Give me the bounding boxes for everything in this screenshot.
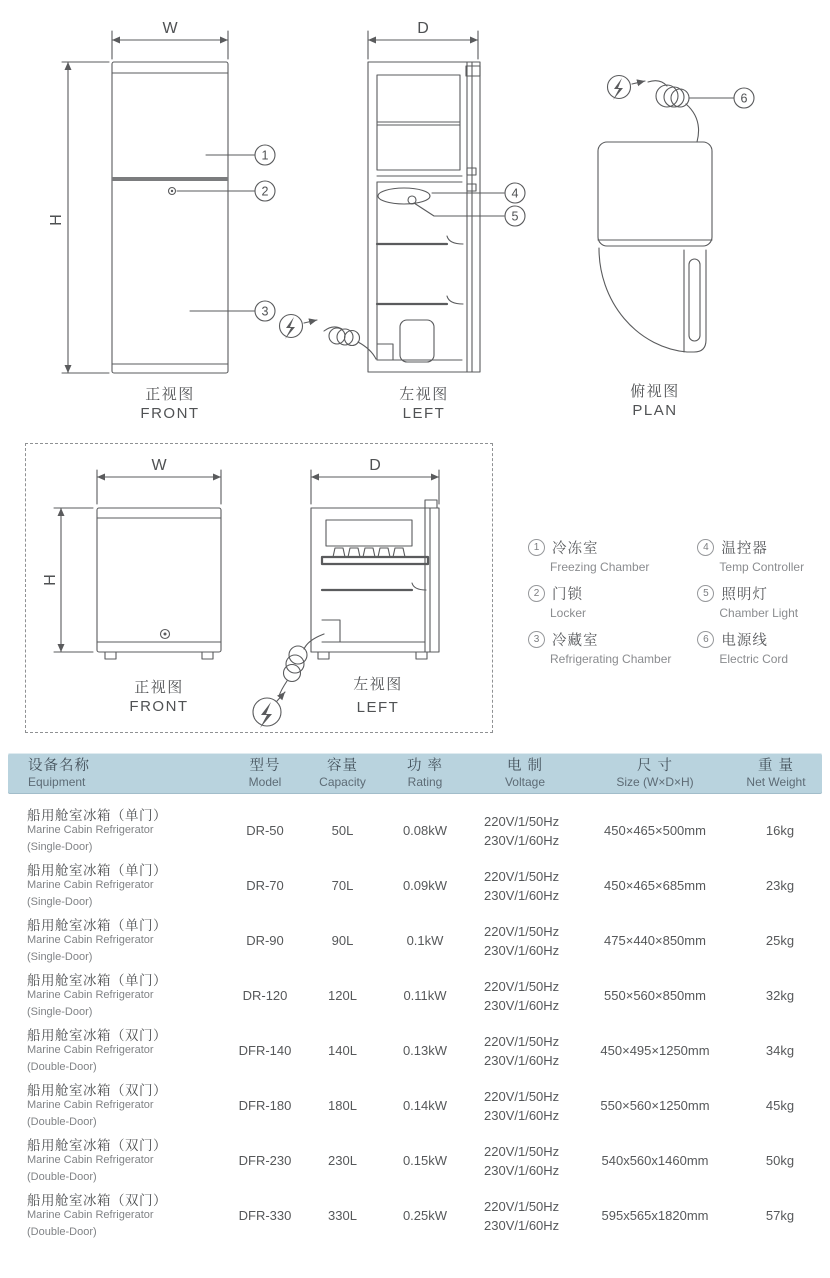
voltage-line-1: 220V/1/50Hz xyxy=(484,868,560,884)
header-capacity-cn: 容量 xyxy=(327,757,358,774)
rating-cell: 0.09kW xyxy=(402,878,448,893)
legend-cn: 温控器 xyxy=(721,541,768,557)
weight-cell: 23kg xyxy=(765,878,795,893)
weight-cell: 57kg xyxy=(765,1208,795,1223)
legend-item-locker xyxy=(528,583,671,620)
capacity-cell: 50L xyxy=(331,823,354,838)
voltage-cell xyxy=(470,1032,580,1070)
legend-cn: 电源线 xyxy=(721,633,768,649)
capacity-cell: 140L xyxy=(328,1043,357,1058)
voltage-line-2: 230V/1/60Hz xyxy=(484,887,560,903)
parts-legend xyxy=(528,537,804,675)
equipment-name-en: Marine Cabin Refrigerator xyxy=(27,824,154,837)
equipment-door-type: (Double-Door) xyxy=(27,1115,97,1128)
cord-exit xyxy=(304,634,324,649)
size-cell: 540x560x1460mm xyxy=(601,1153,709,1168)
legend-item-chamber-light xyxy=(697,583,804,620)
legend-cn: 照明灯 xyxy=(721,587,768,603)
table-row-dfr330 xyxy=(0,1188,830,1243)
legend-column-1 xyxy=(528,537,671,675)
legend-cn: 冷藏室 xyxy=(552,633,599,649)
capacity-cell: 70L xyxy=(331,878,354,893)
legend-en: Refrigerating Chamber xyxy=(550,652,672,666)
header-equipment-en: Equipment xyxy=(28,775,86,790)
voltage-cell xyxy=(470,867,580,905)
voltage-cell xyxy=(470,1197,580,1235)
voltage-line-2: 230V/1/60Hz xyxy=(484,1162,560,1178)
equipment-cell xyxy=(0,808,225,854)
ice-tray xyxy=(333,548,405,557)
single-door-drawing-box xyxy=(25,443,493,733)
capacity-cell: 90L xyxy=(331,933,354,948)
voltage-line-2: 230V/1/60Hz xyxy=(484,1217,560,1233)
front-view-small-drawing xyxy=(42,457,221,715)
header-model xyxy=(225,757,305,790)
capacity-cell: 180L xyxy=(328,1098,357,1113)
legend-num-5: 5 xyxy=(697,585,714,602)
lightning-icon-plan xyxy=(608,76,631,99)
callout-5-number: 5 xyxy=(511,209,519,224)
legend-num-4: 4 xyxy=(697,539,714,556)
voltage-line-2: 230V/1/60Hz xyxy=(484,942,560,958)
plan-view-label-en: PLAN xyxy=(632,402,678,419)
weight-cell: 45kg xyxy=(765,1098,795,1113)
voltage-cell xyxy=(470,1087,580,1125)
equipment-door-type: (Single-Door) xyxy=(27,895,93,908)
size-cell: 550×560×1250mm xyxy=(600,1098,710,1113)
legend-num-6: 6 xyxy=(697,631,714,648)
equipment-name-en: Marine Cabin Refrigerator xyxy=(27,1044,154,1057)
legend-item-freezing-chamber xyxy=(528,537,671,574)
table-row-dfr180 xyxy=(0,1078,830,1133)
left-view-label-cn: 左视图 xyxy=(399,386,449,403)
weight-cell: 16kg xyxy=(765,823,795,838)
compressor xyxy=(400,320,434,362)
capacity-cell: 230L xyxy=(328,1153,357,1168)
weight-cell: 32kg xyxy=(765,988,795,1003)
front-view-label-cn: 正视图 xyxy=(145,386,195,403)
legend-num-1: 1 xyxy=(528,539,545,556)
equipment-cell xyxy=(0,918,225,964)
chamber-light xyxy=(408,196,416,204)
header-weight-en: Net Weight xyxy=(746,775,806,790)
temp-controller xyxy=(378,188,430,204)
model-cell: DFR-140 xyxy=(238,1043,292,1058)
rating-cell: 0.25kW xyxy=(402,1208,448,1223)
header-weight-cn: 重 量 xyxy=(757,757,795,774)
legend-column-2 xyxy=(697,537,804,675)
legend-en: Chamber Light xyxy=(719,606,799,620)
equipment-name-en: Marine Cabin Refrigerator xyxy=(27,1209,154,1222)
callout-4-number: 4 xyxy=(511,186,519,201)
voltage-line-1: 220V/1/50Hz xyxy=(484,923,560,939)
model-cell: DR-90 xyxy=(246,933,284,948)
size-cell: 550×560×850mm xyxy=(604,988,706,1003)
rating-cell: 0.13kW xyxy=(402,1043,448,1058)
legend-item-temp-controller xyxy=(697,537,804,574)
power-cord-icon xyxy=(280,315,377,360)
rating-cell: 0.11kW xyxy=(403,988,447,1003)
header-capacity-en: Capacity xyxy=(319,775,366,790)
rating-cell: 0.14kW xyxy=(402,1098,448,1113)
lightning-icon xyxy=(280,315,303,338)
equipment-name-cn: 船用舱室冰箱（双门） xyxy=(27,1082,167,1098)
equipment-cell xyxy=(0,973,225,1019)
header-rating xyxy=(380,757,470,790)
legend-item-electric-cord xyxy=(697,629,804,666)
table-row-dr50 xyxy=(0,803,830,858)
legend-num-3: 3 xyxy=(528,631,545,648)
voltage-line-2: 230V/1/60Hz xyxy=(484,832,560,848)
legend-en: Electric Cord xyxy=(719,652,789,666)
left-small-label-cn: 左视图 xyxy=(353,676,403,693)
legend-num-2: 2 xyxy=(528,585,545,602)
voltage-cell xyxy=(470,812,580,850)
voltage-line-1: 220V/1/50Hz xyxy=(484,1143,560,1159)
voltage-cell xyxy=(470,977,580,1015)
legend-en: Locker xyxy=(550,606,587,620)
model-cell: DFR-330 xyxy=(238,1208,292,1223)
legend-item-refrigerating-chamber xyxy=(528,629,671,666)
callout-6-number: 6 xyxy=(740,91,748,106)
evaporator-box xyxy=(326,520,412,546)
voltage-cell xyxy=(470,1142,580,1180)
dim-w-label: W xyxy=(162,20,178,37)
header-equipment xyxy=(8,757,225,790)
spec-table-body xyxy=(0,803,830,1243)
dim-w-small-label: W xyxy=(151,457,167,474)
legend-cn: 冷冻室 xyxy=(552,541,599,557)
equipment-name-cn: 船用舱室冰箱（单门） xyxy=(27,917,167,933)
equipment-name-en: Marine Cabin Refrigerator xyxy=(27,989,154,1002)
callout-2-number: 2 xyxy=(261,184,269,199)
header-capacity xyxy=(305,757,380,790)
weight-cell: 50kg xyxy=(765,1153,795,1168)
voltage-cell xyxy=(470,922,580,960)
equipment-name-en: Marine Cabin Refrigerator xyxy=(27,1099,154,1112)
front-small-label-en: FRONT xyxy=(129,698,189,715)
dim-h-label: H xyxy=(48,214,65,226)
voltage-line-2: 230V/1/60Hz xyxy=(484,1107,560,1123)
header-model-en: Model xyxy=(248,775,282,790)
header-model-cn: 型号 xyxy=(249,757,281,774)
voltage-line-1: 220V/1/50Hz xyxy=(484,1198,560,1214)
equipment-name-cn: 船用舱室冰箱（双门） xyxy=(27,1192,167,1208)
equipment-name-cn: 船用舱室冰箱（单门） xyxy=(27,862,167,878)
left-view-small-drawing xyxy=(253,457,439,728)
front-view-drawing xyxy=(48,20,275,422)
voltage-line-1: 220V/1/50Hz xyxy=(484,1033,560,1049)
header-size-en: Size (W×D×H) xyxy=(616,775,694,790)
size-cell: 595x565x1820mm xyxy=(601,1208,709,1223)
legend-cn: 门锁 xyxy=(552,587,583,603)
rating-cell: 0.08kW xyxy=(402,823,448,838)
legend-en: Temp Controller xyxy=(719,560,805,574)
capacity-cell: 120L xyxy=(328,988,357,1003)
size-cell: 450×495×1250mm xyxy=(600,1043,710,1058)
equipment-name-en: Marine Cabin Refrigerator xyxy=(27,879,154,892)
table-row-dfr230 xyxy=(0,1133,830,1188)
equipment-name-cn: 船用舱室冰箱（单门） xyxy=(27,807,167,823)
size-cell: 450×465×500mm xyxy=(604,823,706,838)
small-views-svg xyxy=(26,444,492,732)
header-voltage xyxy=(470,757,580,790)
voltage-line-2: 230V/1/60Hz xyxy=(484,997,560,1013)
rating-cell: 0.1kW xyxy=(406,933,444,948)
table-row-dfr140 xyxy=(0,1023,830,1078)
equipment-door-type: (Double-Door) xyxy=(27,1060,97,1073)
left-small-label-en: LEFT xyxy=(356,699,400,716)
table-row-dr70 xyxy=(0,858,830,913)
plan-view-label-cn: 俯视图 xyxy=(630,383,680,400)
table-row-dr120 xyxy=(0,968,830,1023)
equipment-door-type: (Single-Door) xyxy=(27,950,93,963)
voltage-line-1: 220V/1/50Hz xyxy=(484,1088,560,1104)
equipment-cell xyxy=(0,863,225,909)
size-cell: 475×440×850mm xyxy=(604,933,706,948)
front-view-label-en: FRONT xyxy=(140,405,200,422)
model-cell: DR-50 xyxy=(246,823,284,838)
model-cell: DFR-180 xyxy=(238,1098,292,1113)
equipment-name-en: Marine Cabin Refrigerator xyxy=(27,934,154,947)
header-voltage-en: Voltage xyxy=(504,775,546,790)
equipment-door-type: (Single-Door) xyxy=(27,840,93,853)
dim-d-label: D xyxy=(417,20,429,37)
dim-d-small-label: D xyxy=(369,457,381,474)
header-rating-en: Rating xyxy=(407,775,443,790)
lightning-icon-small xyxy=(253,698,281,726)
model-cell: DR-120 xyxy=(242,988,288,1003)
equipment-name-en: Marine Cabin Refrigerator xyxy=(27,1154,154,1167)
left-view-label-en: LEFT xyxy=(402,405,446,422)
door-handle xyxy=(689,259,700,341)
header-size-cn: 尺 寸 xyxy=(636,757,674,774)
front-small-label-cn: 正视图 xyxy=(134,679,184,696)
voltage-line-1: 220V/1/50Hz xyxy=(484,813,560,829)
voltage-line-2: 230V/1/60Hz xyxy=(484,1052,560,1068)
spec-table-header xyxy=(8,753,822,794)
plan-view-drawing xyxy=(598,76,754,420)
rating-cell: 0.15kW xyxy=(402,1153,448,1168)
equipment-door-type: (Double-Door) xyxy=(27,1170,97,1183)
header-rating-cn: 功 率 xyxy=(406,757,444,774)
voltage-line-1: 220V/1/50Hz xyxy=(484,978,560,994)
weight-cell: 25kg xyxy=(765,933,795,948)
door-swing-arc xyxy=(599,248,687,352)
equipment-name-cn: 船用舱室冰箱（双门） xyxy=(27,1027,167,1043)
equipment-door-type: (Single-Door) xyxy=(27,1005,93,1018)
equipment-cell xyxy=(0,1138,225,1184)
header-size xyxy=(580,757,730,790)
dim-h-small-label: H xyxy=(42,574,59,586)
model-cell: DR-70 xyxy=(246,878,284,893)
header-voltage-cn: 电 制 xyxy=(506,757,544,774)
left-view-drawing xyxy=(368,20,525,422)
weight-cell: 34kg xyxy=(765,1043,795,1058)
equipment-name-cn: 船用舱室冰箱（双门） xyxy=(27,1137,167,1153)
capacity-cell: 330L xyxy=(328,1208,357,1223)
equipment-cell xyxy=(0,1193,225,1239)
table-row-dr90 xyxy=(0,913,830,968)
callout-3-number: 3 xyxy=(261,304,269,319)
legend-en: Freezing Chamber xyxy=(550,560,650,574)
size-cell: 450×465×685mm xyxy=(604,878,706,893)
equipment-name-cn: 船用舱室冰箱（单门） xyxy=(27,972,167,988)
header-weight xyxy=(730,757,822,790)
top-views-svg xyxy=(0,0,830,435)
equipment-door-type: (Double-Door) xyxy=(27,1225,97,1238)
equipment-cell xyxy=(0,1083,225,1129)
equipment-cell xyxy=(0,1028,225,1074)
header-equipment-cn: 设备名称 xyxy=(28,757,90,774)
callout-1-number: 1 xyxy=(261,148,269,163)
model-cell: DFR-230 xyxy=(238,1153,292,1168)
